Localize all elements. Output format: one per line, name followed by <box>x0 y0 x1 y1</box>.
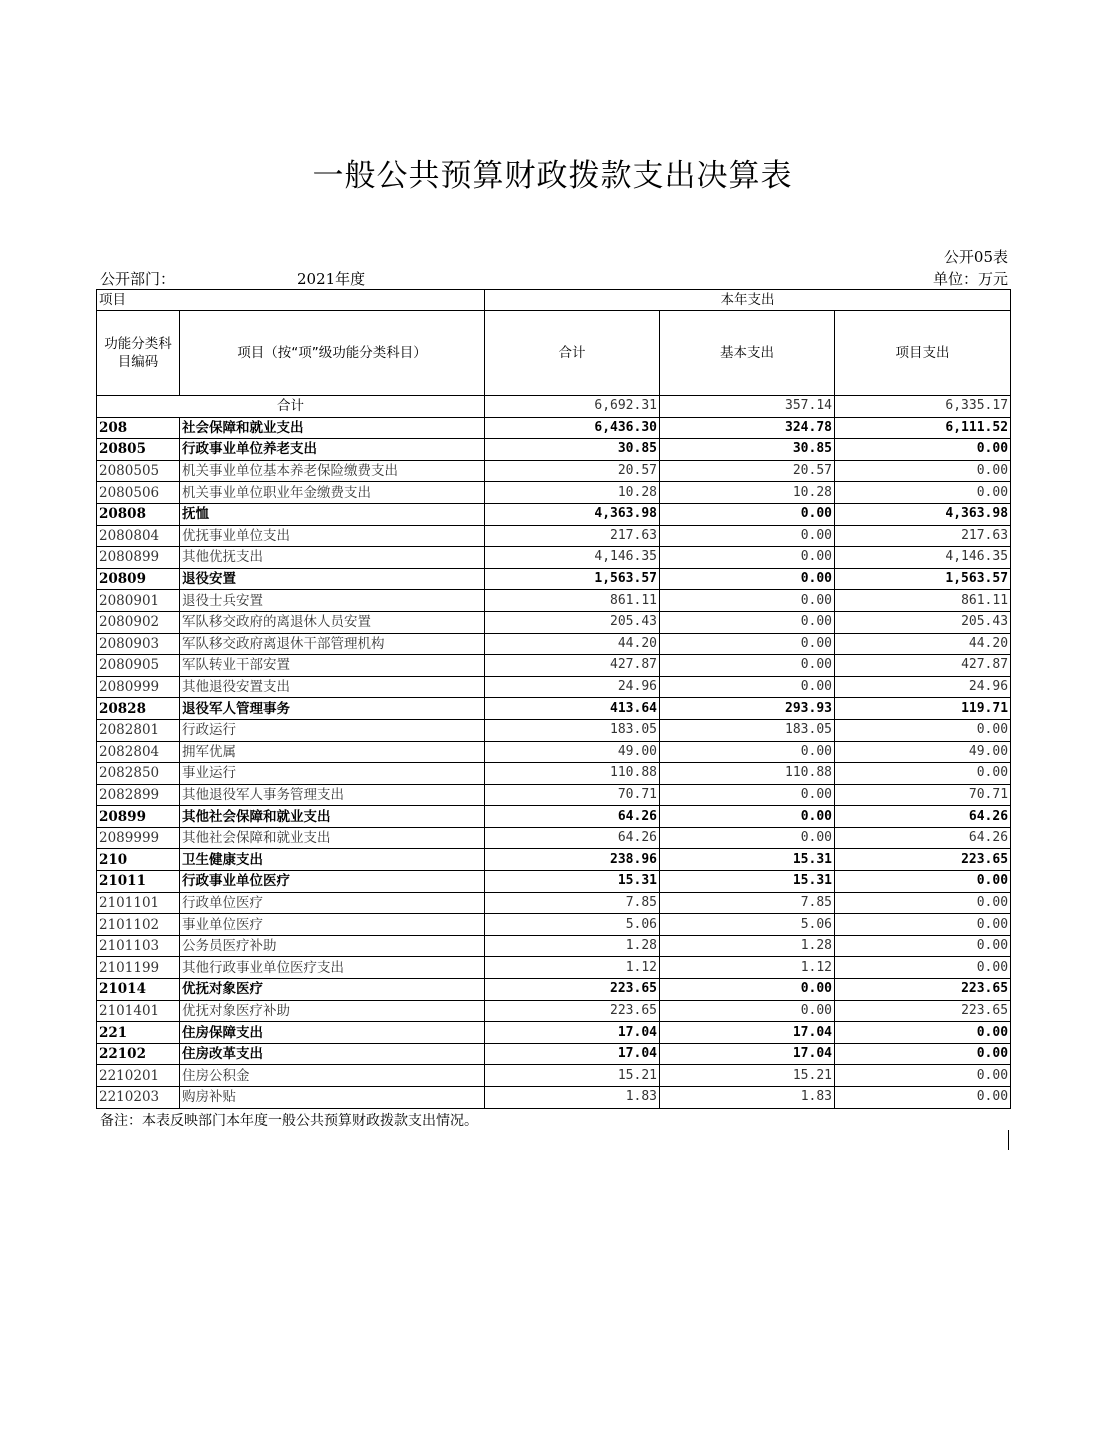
table-row <box>97 1087 1011 1109</box>
row-basic: 17.04 <box>660 1022 835 1044</box>
row-name: 拥军优属 <box>180 741 485 763</box>
row-code: 2080905 <box>97 655 180 677</box>
row-basic: 15.21 <box>660 1065 835 1087</box>
row-project: 49.00 <box>835 741 1011 763</box>
row-total: 49.00 <box>485 741 660 763</box>
row-total: 4,363.98 <box>485 503 660 525</box>
row-total: 5.06 <box>485 914 660 936</box>
table-row <box>97 763 1011 785</box>
row-code: 20808 <box>97 503 180 525</box>
row-name: 卫生健康支出 <box>180 849 485 871</box>
row-total: 70.71 <box>485 784 660 806</box>
table-row <box>97 417 1011 439</box>
unit-label: 单位：万元 <box>932 270 1008 288</box>
row-name: 公务员医疗补助 <box>180 935 485 957</box>
row-name: 行政事业单位养老支出 <box>180 439 485 461</box>
row-name: 社会保障和就业支出 <box>180 417 485 439</box>
table-row <box>97 482 1011 504</box>
row-name: 其他行政事业单位医疗支出 <box>180 957 485 979</box>
row-total: 17.04 <box>485 1022 660 1044</box>
row-total: 427.87 <box>485 655 660 677</box>
row-project: 427.87 <box>835 655 1011 677</box>
row-project: 217.63 <box>835 525 1011 547</box>
row-basic: 17.04 <box>660 1043 835 1065</box>
row-code: 2080899 <box>97 547 180 569</box>
row-name: 事业单位医疗 <box>180 914 485 936</box>
row-total: 1.28 <box>485 935 660 957</box>
row-name: 优抚对象医疗补助 <box>180 1000 485 1022</box>
row-code: 208 <box>97 417 180 439</box>
table-row <box>97 633 1011 655</box>
row-name: 优抚事业单位支出 <box>180 525 485 547</box>
row-project: 0.00 <box>835 892 1011 914</box>
row-code: 210 <box>97 849 180 871</box>
header-current-year-expense: 本年支出 <box>485 290 1011 311</box>
row-project: 0.00 <box>835 935 1011 957</box>
row-total: 861.11 <box>485 590 660 612</box>
row-project: 861.11 <box>835 590 1011 612</box>
row-total: 15.21 <box>485 1065 660 1087</box>
row-total: 223.65 <box>485 1000 660 1022</box>
row-code: 21011 <box>97 871 180 893</box>
row-project: 119.71 <box>835 698 1011 720</box>
row-basic: 110.88 <box>660 763 835 785</box>
table-row <box>97 460 1011 482</box>
row-basic: 0.00 <box>660 806 835 828</box>
header-total: 合计 <box>485 311 660 396</box>
department-label: 公开部门： <box>100 270 176 288</box>
row-total: 413.64 <box>485 698 660 720</box>
row-basic: 30.85 <box>660 439 835 461</box>
row-basic: 183.05 <box>660 719 835 741</box>
row-project: 0.00 <box>835 914 1011 936</box>
row-name: 事业运行 <box>180 763 485 785</box>
row-total: 238.96 <box>485 849 660 871</box>
row-name: 军队移交政府离退休干部管理机构 <box>180 633 485 655</box>
row-total: 4,146.35 <box>485 547 660 569</box>
row-basic: 1.28 <box>660 935 835 957</box>
total-basic: 357.14 <box>660 396 835 418</box>
table-row <box>97 655 1011 677</box>
row-code: 2080506 <box>97 482 180 504</box>
row-project: 0.00 <box>835 957 1011 979</box>
row-total: 183.05 <box>485 719 660 741</box>
footnote: 备注：本表反映部门本年度一般公共预算财政拨款支出情况。 <box>100 1113 478 1129</box>
row-project: 0.00 <box>835 482 1011 504</box>
row-basic: 1.83 <box>660 1087 835 1109</box>
row-name: 购房补贴 <box>180 1087 485 1109</box>
row-name: 优抚对象医疗 <box>180 979 485 1001</box>
row-code: 2080999 <box>97 676 180 698</box>
row-code: 2101401 <box>97 1000 180 1022</box>
fiscal-year: 2021年度 <box>297 270 366 288</box>
row-project: 0.00 <box>835 719 1011 741</box>
row-project: 44.20 <box>835 633 1011 655</box>
row-total: 7.85 <box>485 892 660 914</box>
row-total: 6,436.30 <box>485 417 660 439</box>
row-name: 机关事业单位职业年金缴费支出 <box>180 482 485 504</box>
header-row-columns <box>97 311 1011 396</box>
row-code: 2101103 <box>97 935 180 957</box>
row-basic: 0.00 <box>660 784 835 806</box>
page-title: 一般公共预算财政拨款支出决算表 <box>312 158 793 194</box>
table-row <box>97 698 1011 720</box>
table-row <box>97 1022 1011 1044</box>
row-code: 20828 <box>97 698 180 720</box>
row-project: 0.00 <box>835 1043 1011 1065</box>
table-row <box>97 741 1011 763</box>
row-project: 4,146.35 <box>835 547 1011 569</box>
row-total: 110.88 <box>485 763 660 785</box>
row-total: 217.63 <box>485 525 660 547</box>
total-sum: 6,692.31 <box>485 396 660 418</box>
row-project: 223.65 <box>835 979 1011 1001</box>
row-basic: 0.00 <box>660 633 835 655</box>
row-basic: 0.00 <box>660 741 835 763</box>
table-row <box>97 806 1011 828</box>
row-code: 2080902 <box>97 611 180 633</box>
row-code: 2210203 <box>97 1087 180 1109</box>
table-row <box>97 547 1011 569</box>
row-basic: 0.00 <box>660 827 835 849</box>
table-row <box>97 503 1011 525</box>
margin-mark <box>1008 1130 1009 1150</box>
row-code: 20809 <box>97 568 180 590</box>
table-row <box>97 676 1011 698</box>
row-basic: 20.57 <box>660 460 835 482</box>
row-project: 1,563.57 <box>835 568 1011 590</box>
row-basic: 0.00 <box>660 979 835 1001</box>
row-name: 军队移交政府的离退休人员安置 <box>180 611 485 633</box>
table-row <box>97 784 1011 806</box>
row-name: 退役安置 <box>180 568 485 590</box>
row-project: 0.00 <box>835 1022 1011 1044</box>
row-basic: 0.00 <box>660 525 835 547</box>
row-total: 20.57 <box>485 460 660 482</box>
row-code: 2101101 <box>97 892 180 914</box>
row-basic: 293.93 <box>660 698 835 720</box>
row-code: 2080903 <box>97 633 180 655</box>
row-basic: 0.00 <box>660 676 835 698</box>
row-project: 223.65 <box>835 849 1011 871</box>
row-basic: 0.00 <box>660 611 835 633</box>
row-total: 17.04 <box>485 1043 660 1065</box>
table-row <box>97 827 1011 849</box>
row-total: 30.85 <box>485 439 660 461</box>
row-code: 20805 <box>97 439 180 461</box>
row-name: 行政单位医疗 <box>180 892 485 914</box>
row-total: 1,563.57 <box>485 568 660 590</box>
row-project: 4,363.98 <box>835 503 1011 525</box>
row-name: 行政事业单位医疗 <box>180 871 485 893</box>
table-row <box>97 1065 1011 1087</box>
table-row <box>97 957 1011 979</box>
row-basic: 0.00 <box>660 547 835 569</box>
row-total: 15.31 <box>485 871 660 893</box>
row-code: 2082850 <box>97 763 180 785</box>
row-code: 2210201 <box>97 1065 180 1087</box>
header-name: 项目（按“项”级功能分类科目） <box>180 311 485 396</box>
row-project: 64.26 <box>835 806 1011 828</box>
row-code: 2082801 <box>97 719 180 741</box>
header-item: 项目 <box>97 290 485 311</box>
row-code: 2089999 <box>97 827 180 849</box>
row-code: 22102 <box>97 1043 180 1065</box>
table-row <box>97 849 1011 871</box>
table-row <box>97 871 1011 893</box>
header-project: 项目支出 <box>835 311 1011 396</box>
row-code: 2101199 <box>97 957 180 979</box>
row-code: 2082804 <box>97 741 180 763</box>
row-code: 21014 <box>97 979 180 1001</box>
row-name: 其他退役军人事务管理支出 <box>180 784 485 806</box>
table-row <box>97 719 1011 741</box>
row-basic: 1.12 <box>660 957 835 979</box>
row-name: 住房保障支出 <box>180 1022 485 1044</box>
row-total: 64.26 <box>485 827 660 849</box>
header-basic: 基本支出 <box>660 311 835 396</box>
table-row <box>97 439 1011 461</box>
row-project: 205.43 <box>835 611 1011 633</box>
table-row <box>97 914 1011 936</box>
row-code: 2082899 <box>97 784 180 806</box>
row-code: 20899 <box>97 806 180 828</box>
form-number: 公开05表 <box>943 248 1008 266</box>
table-row <box>97 979 1011 1001</box>
table-row <box>97 935 1011 957</box>
row-basic: 0.00 <box>660 590 835 612</box>
row-basic: 0.00 <box>660 655 835 677</box>
row-name: 退役军人管理事务 <box>180 698 485 720</box>
row-project: 24.96 <box>835 676 1011 698</box>
row-total: 205.43 <box>485 611 660 633</box>
row-project: 223.65 <box>835 1000 1011 1022</box>
table-row <box>97 611 1011 633</box>
row-code: 2101102 <box>97 914 180 936</box>
row-code: 2080505 <box>97 460 180 482</box>
expenditure-table <box>96 289 1011 1109</box>
row-project: 0.00 <box>835 460 1011 482</box>
row-name: 其他社会保障和就业支出 <box>180 827 485 849</box>
row-total: 223.65 <box>485 979 660 1001</box>
row-name: 其他退役安置支出 <box>180 676 485 698</box>
row-basic: 0.00 <box>660 503 835 525</box>
row-code: 221 <box>97 1022 180 1044</box>
row-code: 2080901 <box>97 590 180 612</box>
row-name: 行政运行 <box>180 719 485 741</box>
row-total: 64.26 <box>485 806 660 828</box>
row-name: 其他社会保障和就业支出 <box>180 806 485 828</box>
table-row <box>97 525 1011 547</box>
row-name: 住房公积金 <box>180 1065 485 1087</box>
table-row <box>97 892 1011 914</box>
row-total: 24.96 <box>485 676 660 698</box>
row-basic: 15.31 <box>660 849 835 871</box>
row-name: 住房改革支出 <box>180 1043 485 1065</box>
row-name: 机关事业单位基本养老保险缴费支出 <box>180 460 485 482</box>
row-project: 0.00 <box>835 1065 1011 1087</box>
row-name: 退役士兵安置 <box>180 590 485 612</box>
row-project: 0.00 <box>835 871 1011 893</box>
row-project: 0.00 <box>835 1087 1011 1109</box>
row-project: 6,111.52 <box>835 417 1011 439</box>
row-code: 2080804 <box>97 525 180 547</box>
table-row <box>97 568 1011 590</box>
table-row <box>97 590 1011 612</box>
row-total: 1.83 <box>485 1087 660 1109</box>
row-basic: 0.00 <box>660 568 835 590</box>
row-basic: 7.85 <box>660 892 835 914</box>
table-row <box>97 1043 1011 1065</box>
table-row <box>97 1000 1011 1022</box>
row-name: 其他优抚支出 <box>180 547 485 569</box>
row-basic: 5.06 <box>660 914 835 936</box>
row-project: 70.71 <box>835 784 1011 806</box>
row-project: 0.00 <box>835 763 1011 785</box>
header-row-top <box>97 290 1011 311</box>
row-total: 10.28 <box>485 482 660 504</box>
row-basic: 15.31 <box>660 871 835 893</box>
header-code: 功能分类科目编码 <box>97 311 180 396</box>
row-project: 0.00 <box>835 439 1011 461</box>
row-basic: 10.28 <box>660 482 835 504</box>
row-name: 抚恤 <box>180 503 485 525</box>
row-basic: 0.00 <box>660 1000 835 1022</box>
row-basic: 324.78 <box>660 417 835 439</box>
total-row <box>97 396 1011 418</box>
row-name: 军队转业干部安置 <box>180 655 485 677</box>
total-label: 合计 <box>97 396 485 418</box>
row-project: 64.26 <box>835 827 1011 849</box>
row-total: 1.12 <box>485 957 660 979</box>
total-project: 6,335.17 <box>835 396 1011 418</box>
row-total: 44.20 <box>485 633 660 655</box>
